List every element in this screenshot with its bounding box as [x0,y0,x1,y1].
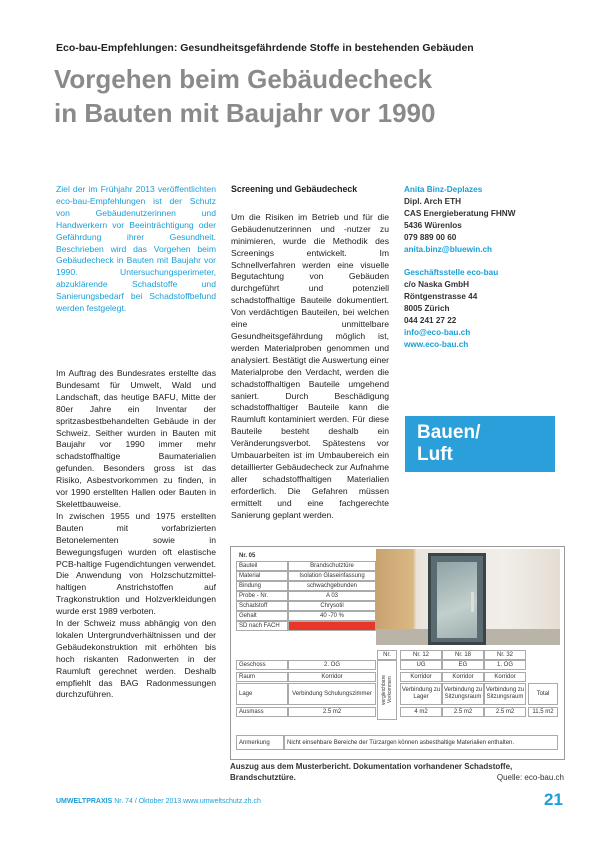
row-main-value: 2.5 m2 [288,707,376,717]
row-label: Ausmass [236,707,288,717]
body-paragraph-3: In der Schweiz muss abhängig von den lokalen Untergrundverhältnissen und der Gebäudekonstruktion mit erhöhten bis hoch riskanten Radonwerten in der Raumluft gerechnet werden. Deshalb empfiehlt das BAG Radonmessungen durchzuführen. [56,618,216,700]
figure-source: Quelle: eco-bau.ch [496,773,564,782]
row-compare-value: Verbindung zu Sitzungsraum [484,683,526,705]
remark-text: Nicht einsehbare Bereiche der Türzargen können asbesthaltige Materialien enthalten. [284,735,558,750]
footer-brand: UMWELTPRAXIS [56,798,113,805]
row-compare-value: Verbindung zu Lager [400,683,442,705]
figure-caption: Auszug aus dem Musterbericht. Dokumentation vorhandener Schadstoffe, Brandschutztüre. [230,762,513,782]
prop-value: 40 -70 % [288,611,376,621]
body-paragraph-1: Im Auftrag des Bundesrates erstellte das Bundesamt für Umwelt, Wald und Landschaft, das heutige BAFU, Mitte der 80er Jahre ein Inventar der spritzasbestbehandelten Gebäude in der Schweiz. Seither wurden in Bauten mit Baujahr vor 1990 immer mehr schadstoffhaltige Baumaterialien gefunden. Besonders gross ist das Risiko, Asbestvorkommen zu finden, in vor 1990 erstellten Hallen oder Bauten in Skelettbauweise. [56,368,216,509]
category-badge [405,416,555,472]
contact-spacer [404,255,554,267]
row-compare-value: Verbindung zu Sitzungsraum [442,683,484,705]
row-compare-value: Korridor [442,672,484,682]
row-compare-value: Korridor [400,672,442,682]
remark-label: Anmerkung [236,735,284,750]
prop-label: Gehalt [236,611,288,621]
prop-label: Material [236,571,288,581]
section-heading: Screening und Gebäudecheck [231,184,358,194]
row-label: Geschoss [236,660,288,670]
comparison-nr: Nr. 12 [400,650,442,660]
contact-person-line: Anita Binz-Deplazes [404,185,483,194]
comparison-nr: Nr. 18 [442,650,484,660]
prop-value: Chrysotil [288,601,376,611]
row-main-value: Verbindung Schulungszimmer [288,683,376,705]
footer [56,798,261,805]
comparison-nr: Nr. 32 [484,650,526,660]
prop-label: Schadstoff [236,601,288,611]
total-value: 11.5 m2 [528,707,558,717]
intro-paragraph: Ziel der im Frühjahr 2013 veröffentlichten eco-bau-Empfehlungen ist der Schutz von Gebäudenutzerinnen und Handwerkern vor Beeinträchtigung oder Gefährdung ihrer Gesundheit. Beschrieben wird das Vorgehen beim Gebäudecheck in Bauten mit Baujahr vor 1990. Untersuchungsperimeter, abzuklärende Schadstoffe und Sanierungsbedarf bei Schadstoffbefund werden festgelegt. [56,184,216,314]
badge-line-2: Luft [417,444,453,465]
row-main-value: 2. OG [288,660,376,670]
body-column-1 [56,368,216,701]
photo-door [428,553,486,645]
prop-label: Bindung [236,581,288,591]
row-compare-value: 2.5 m2 [484,707,526,717]
contact-office-line: c/o Naska GmbH [404,280,470,290]
contact-office-line: 8005 Zürich [404,304,450,314]
report-number: Nr. 05 [239,552,256,559]
page-number: 21 [544,790,563,809]
body-column-2 [231,184,389,521]
footer-info: Nr. 74 / Oktober 2013 www.umweltschutz.zh.ch [114,798,261,805]
row-main-value: Korridor [288,672,376,682]
row-compare-value: UG [400,660,442,670]
row-compare-value: Korridor [484,672,526,682]
section-text: Um die Risiken im Betrieb und für die Gebäudenutzerinnen und -nutzer zu minimieren, wurde die Methodik des Screenings entwickelt. Im Schnellverfahren werden eine visuelle Begutachtung von Gebäuden durchgeführt und potenziell schadstoffhaltige Bauteile dokumentiert. Von verdächtigen Bauteilen, bei welchen eine unmittelbare Gesundheitsgefährdung möglich ist, werden Materialproben genommen und analysiert. Bestätigt die Auswertung einer Materialprobe den Verdacht, werden die schadstoffhaltigen Bauteile umgehend saniert. Durch Beschädigung schadstoffhaltiger Bauteile kann die Raumluft kontaminiert werden. Für diese Bauteile besteht deshalb ein Veränderungsverbot. Spätestens vor Umbauarbeiten ist im Umbaubereich ein detaillierter Gebäudecheck zur Aufnahme aller schadstoffhaltigen Materialien erforderlich. Die Gefahren müssen ermittelt und eine fachgerechte Sanierung geplant werden. [231,211,389,520]
contact-person-line: 5436 Würenlos [404,220,462,230]
row-compare-value: 1. OG [484,660,526,670]
contact-person-line: Dipl. Arch ETH [404,196,462,206]
contact-office-line: Geschäftsstelle eco-bau [404,268,499,278]
badge-line-1: Bauen/ [417,422,481,443]
title-line-1: Vorgehen beim Gebäudecheck [54,64,433,94]
prop-value: A 03 [288,591,376,601]
prop-value: Brandschutztüre [288,561,376,571]
kicker: Eco-bau-Empfehlungen: Gesundheitsgefährdende Stoffe in bestehenden Gebäuden [56,42,474,54]
row-label: Lage [236,683,288,705]
title-line-2: in Bauten mit Baujahr vor 1990 [54,98,436,128]
prop-label: SD nach FACH [236,621,288,631]
intro-text [56,184,216,315]
body-paragraph-2: In zwischen 1955 und 1975 erstellten Bauten mit vorfabrizierten Betonelementen sowie in Bewegungsfugen wurden oft elastische PCB-haltige Fugendichtungen verwendet. Die Anwendung von Holzschutzmittel-haltigen Anstrichstoffen auf Tragkonstruktion und Holzverkleidungen wurde erst 1989 verboten. [56,510,216,617]
photo-door-handle [471,592,474,612]
contact-office-line: 044 241 27 22 [404,316,457,326]
contact-person-line: 079 889 00 60 [404,232,457,242]
prop-value: schwachgebunden [288,581,376,591]
contact-office-line: Röntgenstrasse 44 [404,292,478,302]
prop-label: Bauteil [236,561,288,571]
contact-box [404,184,554,351]
contact-office-email-link[interactable]: info@eco-bau.ch [404,327,471,337]
contact-person-line: CAS Energieberatung FHNW [404,208,516,218]
row-label: Raum [236,672,288,682]
prop-value: Isolation Glaseinfassung [288,571,376,581]
prop-label: Probe - Nr. [236,591,288,601]
nr-header: Nr. [377,650,397,660]
row-compare-value: EG [442,660,484,670]
contact-website-link[interactable]: www.eco-bau.ch [404,339,469,349]
row-compare-value: 2.5 m2 [442,707,484,717]
fire-door-photo [376,549,560,645]
hazard-level-cell: 1 [288,621,376,631]
total-header: Total [528,683,558,705]
category-badge-label [417,422,480,466]
page-title [54,62,534,130]
comparable-occurrences-label: vergleichbare Vorkommen [377,660,397,720]
row-compare-value: 4 m2 [400,707,442,717]
contact-email-link[interactable]: anita.binz@bluewin.ch [404,244,493,254]
